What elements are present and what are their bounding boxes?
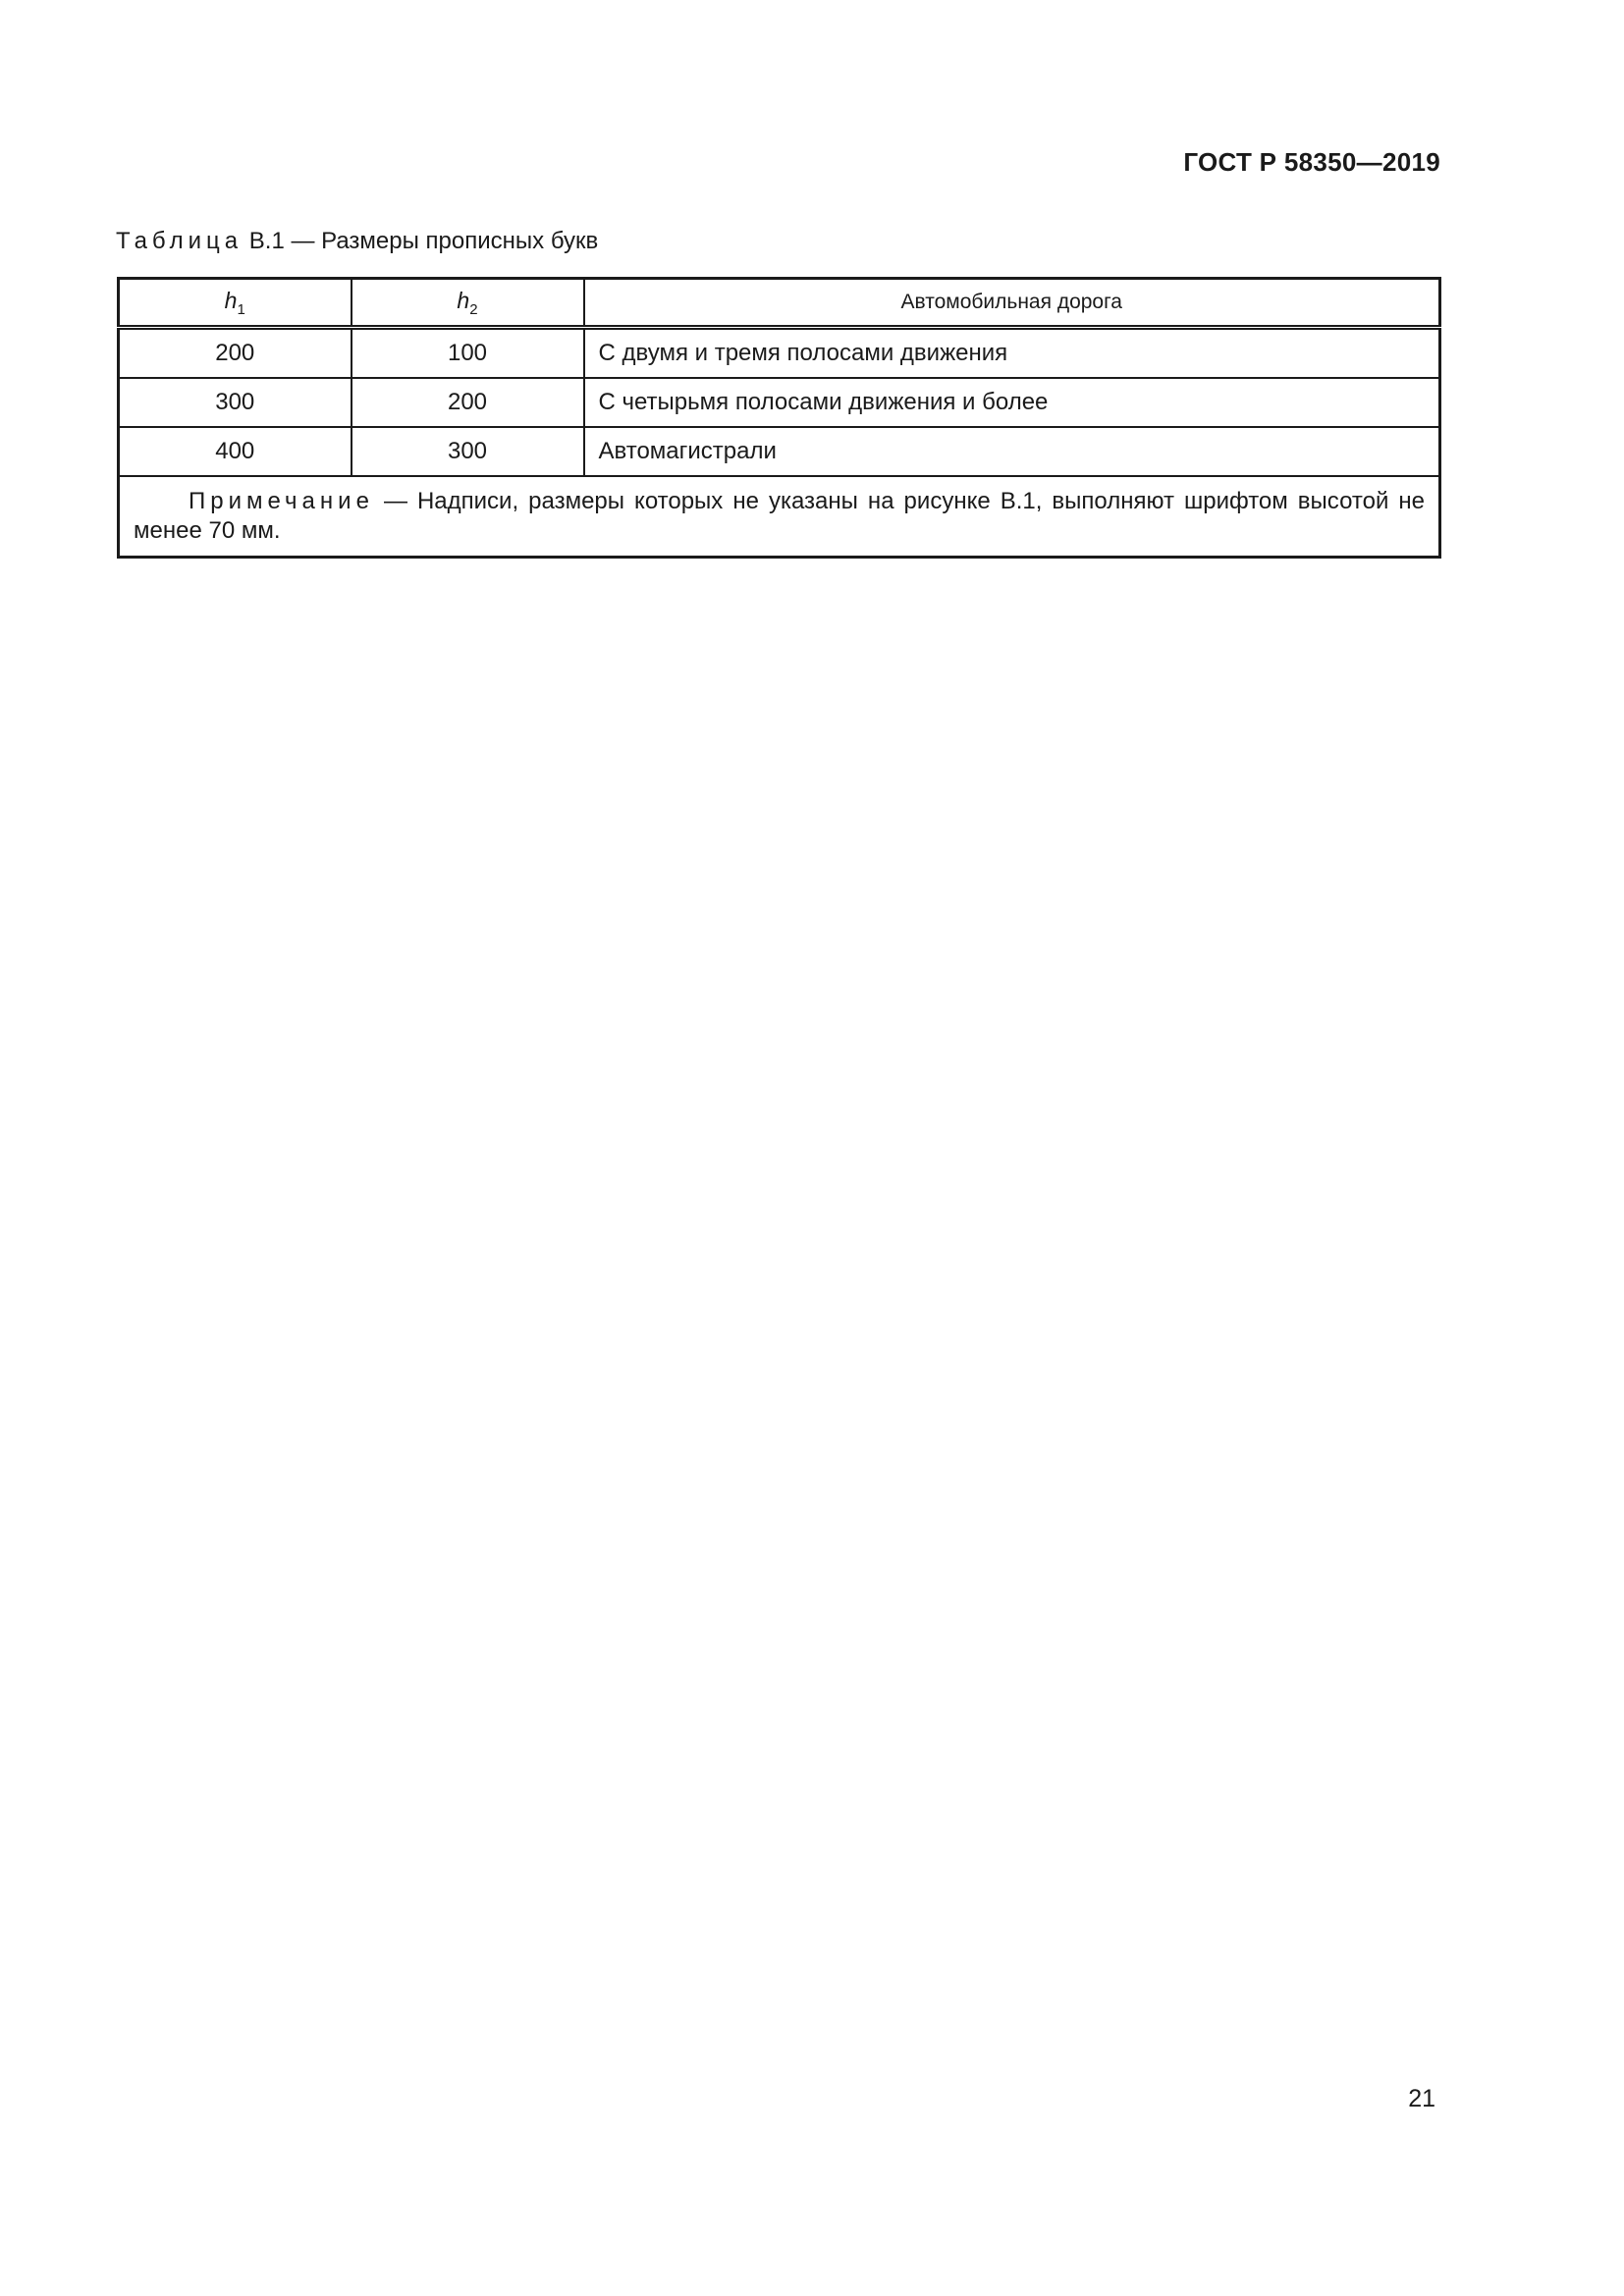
cell-h1: 400 bbox=[119, 427, 352, 476]
letter-size-table bbox=[117, 277, 1441, 559]
cell-road: С двумя и тремя полосами движения bbox=[584, 328, 1440, 379]
table-caption-label: Таблица bbox=[116, 228, 244, 254]
cell-h1: 200 bbox=[119, 328, 352, 379]
column-header-road: Автомобильная дорога bbox=[584, 279, 1440, 328]
table-row bbox=[119, 328, 1440, 379]
table-row bbox=[119, 427, 1440, 476]
document-code: ГОСТ Р 58350—2019 bbox=[1183, 147, 1440, 177]
column-header-h1: $h_1$ bbox=[119, 279, 352, 328]
cell-h1: 300 bbox=[119, 378, 352, 427]
table-caption-text: В.1 — Размеры прописных букв bbox=[248, 228, 599, 254]
cell-h2: 300 bbox=[352, 427, 584, 476]
cell-h2: 100 bbox=[352, 328, 584, 379]
table-note bbox=[119, 476, 1440, 558]
page-number: 21 bbox=[1408, 2085, 1435, 2112]
cell-road: С четырьмя полосами движения и более bbox=[584, 378, 1440, 427]
cell-h2: 200 bbox=[352, 378, 584, 427]
table-row bbox=[119, 378, 1440, 427]
note-text: — Надписи, размеры которых не указаны на рисунке В.1, выполняют шрифтом высотой не менее 70 мм. bbox=[134, 488, 1425, 544]
column-header-h2: $h_2$ bbox=[352, 279, 584, 328]
table-note-row bbox=[119, 476, 1440, 558]
table-caption bbox=[116, 228, 598, 255]
cell-road: Автомагистрали bbox=[584, 427, 1440, 476]
table-header-row bbox=[119, 279, 1440, 328]
note-label: Примечание bbox=[189, 488, 374, 514]
